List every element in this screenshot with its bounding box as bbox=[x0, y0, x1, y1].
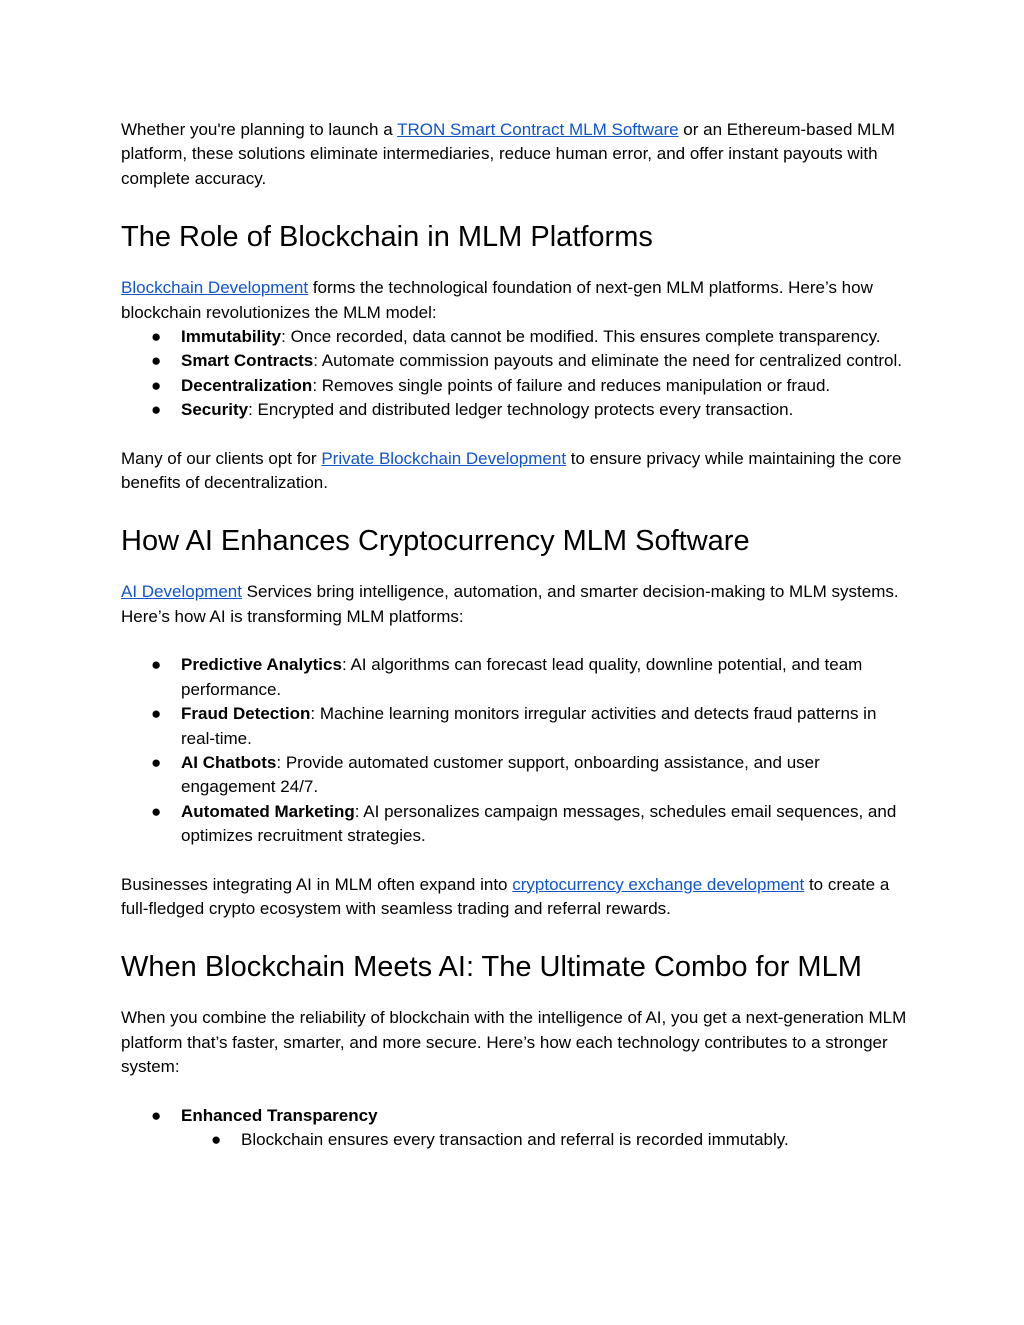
bullet-text: : Encrypted and distributed ledger technology protects every transaction. bbox=[248, 400, 794, 420]
bullet-icon: ● bbox=[151, 400, 162, 420]
bullet-term: Enhanced Transparency bbox=[181, 1105, 378, 1125]
bullet-term: Security bbox=[181, 400, 249, 420]
blockchain-development-link[interactable]: Blockchain Development bbox=[121, 278, 309, 298]
ai-paragraph-text: Services bring intelligence, automation, and smarter decision-making to MLM systems. Here’s how AI is transforming MLM platforms: bbox=[121, 582, 899, 626]
blockchain-paragraph-text: forms the technological foundation of next-gen MLM platforms. Here’s how blockchain revolutionizes the MLM model: bbox=[121, 278, 873, 322]
ai-bullet-list bbox=[121, 653, 911, 848]
combo-bullet-list bbox=[121, 1104, 911, 1153]
crypto-exchange-link[interactable]: cryptocurrency exchange development bbox=[512, 874, 805, 894]
sub-bullet-text: Blockchain ensures every transaction and referral is recorded immutably. bbox=[241, 1129, 789, 1149]
ai-development-link[interactable]: AI Development bbox=[121, 582, 242, 602]
list-item bbox=[121, 398, 911, 422]
list-item bbox=[121, 1104, 911, 1128]
bullet-icon: ● bbox=[151, 351, 162, 371]
list-item bbox=[121, 374, 911, 398]
intro-text-cont: or an Ethereum-based MLM platform, these solutions eliminate intermediaries, reduce human error, and offer instant payouts with complete accuracy. bbox=[121, 120, 895, 188]
blockchain-paragraph bbox=[121, 276, 911, 325]
bullet-text: : Provide automated customer support, onboarding assistance, and user engagement 24/7. bbox=[181, 752, 820, 797]
intro-paragraph bbox=[121, 118, 911, 191]
private-blockchain-paragraph bbox=[121, 447, 911, 496]
bullet-text: : AI personalizes campaign messages, schedules email sequences, and optimizes recruitment strategies. bbox=[181, 801, 897, 846]
heading-blockchain-role: The Role of Blockchain in MLM Platforms bbox=[121, 221, 653, 254]
list-item bbox=[121, 349, 911, 373]
list-item bbox=[121, 702, 911, 751]
blockchain-bullet-list bbox=[121, 325, 911, 423]
bullet-icon: ● bbox=[211, 1129, 222, 1149]
ai-paragraph bbox=[121, 580, 911, 629]
bullet-term: Decentralization bbox=[181, 375, 313, 395]
list-item bbox=[121, 751, 911, 800]
combo-paragraph: When you combine the reliability of blockchain with the intelligence of AI, you get a next-generation MLM platform that’s faster, smarter, and more secure. Here’s how each technology contributes to a stronger system: bbox=[121, 1008, 907, 1077]
heading-blockchain-meets-ai: When Blockchain Meets AI: The Ultimate Combo for MLM bbox=[121, 951, 862, 984]
bullet-term: Smart Contracts bbox=[181, 351, 314, 371]
exchange-paragraph bbox=[121, 873, 911, 922]
bullet-term: Immutability bbox=[181, 327, 282, 347]
paragraph-text: Businesses integrating AI in MLM often expand into bbox=[121, 874, 513, 894]
paragraph-text: Many of our clients opt for bbox=[121, 448, 322, 468]
intro-text: Whether you're planning to launch a bbox=[121, 120, 398, 139]
bullet-icon: ● bbox=[151, 327, 162, 347]
bullet-text: : Once recorded, data cannot be modified. This ensures complete transparency. bbox=[281, 327, 881, 347]
list-item bbox=[121, 325, 911, 349]
bullet-text: : Automate commission payouts and eliminate the need for centralized control. bbox=[313, 351, 902, 371]
private-blockchain-link[interactable]: Private Blockchain Development bbox=[321, 448, 567, 468]
paragraph-text-cont: to ensure privacy while maintaining the core benefits of decentralization. bbox=[121, 448, 902, 493]
tron-smart-contract-link[interactable]: TRON Smart Contract MLM Software bbox=[397, 120, 679, 139]
bullet-term: Automated Marketing bbox=[181, 801, 355, 821]
bullet-term: Predictive Analytics bbox=[181, 655, 342, 675]
list-item bbox=[121, 800, 911, 849]
paragraph-text-cont: to create a full-fledged crypto ecosystem with seamless trading and referral rewards. bbox=[121, 874, 890, 918]
bullet-icon: ● bbox=[151, 704, 162, 724]
bullet-text: : AI algorithms can forecast lead quality, downline potential, and team performance. bbox=[181, 655, 863, 699]
bullet-text: : Removes single points of failure and reduces manipulation or fraud. bbox=[312, 375, 831, 395]
bullet-icon: ● bbox=[151, 1105, 162, 1125]
list-item bbox=[121, 653, 911, 702]
bullet-icon: ● bbox=[151, 375, 162, 395]
bullet-icon: ● bbox=[151, 655, 162, 675]
document-page bbox=[121, 118, 911, 1152]
bullet-icon: ● bbox=[151, 752, 162, 772]
sub-list-item bbox=[121, 1128, 911, 1152]
bullet-text: : Machine learning monitors irregular activities and detects fraud patterns in real-time. bbox=[181, 704, 877, 748]
bullet-term: AI Chatbots bbox=[181, 752, 277, 772]
heading-ai-enhances: How AI Enhances Cryptocurrency MLM Software bbox=[121, 525, 750, 558]
bullet-term: Fraud Detection bbox=[181, 704, 311, 724]
bullet-icon: ● bbox=[151, 801, 162, 821]
